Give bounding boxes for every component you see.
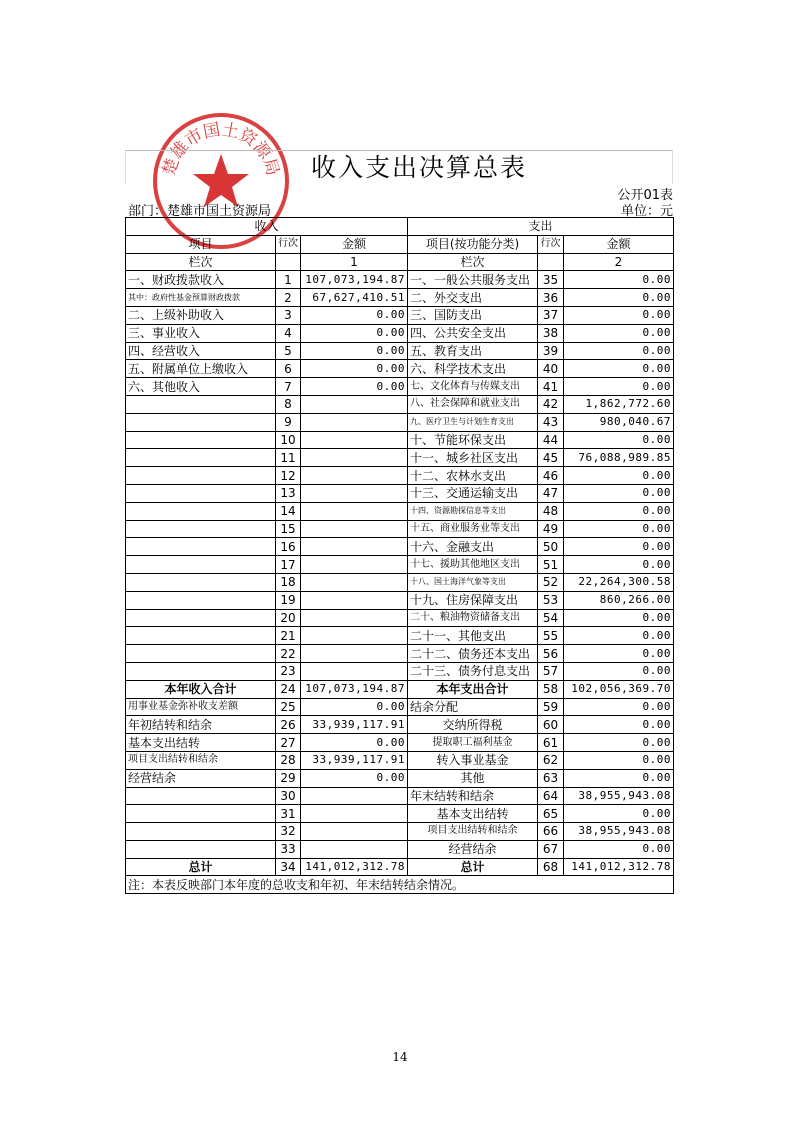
expense-line-no: 42 (538, 395, 564, 413)
expense-amount: 0.00 (564, 840, 674, 858)
income-item: 一、财政拨款收入 (126, 271, 276, 289)
expense-line-no: 37 (538, 306, 564, 324)
seal-text: 楚雄市国土资源局 (159, 119, 283, 179)
expense-amount: 38,955,943.08 (564, 787, 674, 805)
expense-item: 九、医疗卫生与计划生育支出 (408, 413, 538, 431)
income-amount: 0.00 (301, 306, 408, 324)
income-line-no: 8 (276, 395, 301, 413)
expense-item: 二十一、其他支出 (408, 627, 538, 645)
column-order-2: 2 (564, 253, 674, 271)
expense-line-no: 58 (538, 680, 564, 698)
income-line-no: 33 (276, 840, 301, 858)
expense-item: 其他 (408, 769, 538, 787)
expense-line-no: 38 (538, 324, 564, 342)
department-label: 部门：楚雄市国土资源局 (128, 204, 272, 219)
income-amount (301, 591, 408, 609)
income-line-no: 5 (276, 342, 301, 360)
expense-line-no: 68 (538, 858, 564, 876)
expense-line-no: 56 (538, 645, 564, 663)
expense-amount: 860,266.00 (564, 591, 674, 609)
table-row (126, 573, 674, 591)
expense-amount: 0.00 (564, 698, 674, 716)
expense-amount: 0.00 (564, 324, 674, 342)
table-row (126, 787, 674, 805)
expense-line-no: 65 (538, 805, 564, 823)
expense-amount: 141,012,312.78 (564, 858, 674, 876)
expense-item: 二十三、债务付息支出 (408, 662, 538, 680)
form-code: 公开01表 (617, 188, 673, 203)
col-amount: 金额 (564, 235, 674, 253)
income-line-no: 9 (276, 413, 301, 431)
income-amount (301, 520, 408, 538)
income-item (126, 484, 276, 502)
expense-amount: 0.00 (564, 538, 674, 556)
income-amount: 141,012,312.78 (301, 858, 408, 876)
table-row (126, 538, 674, 556)
expense-amount: 0.00 (564, 645, 674, 663)
income-amount: 0.00 (301, 769, 408, 787)
table-row (126, 751, 674, 769)
expense-line-no: 62 (538, 751, 564, 769)
table-row (126, 306, 674, 324)
income-amount (301, 787, 408, 805)
expense-line-no: 51 (538, 556, 564, 574)
income-expense-table (125, 217, 674, 894)
expense-item: 十六、金融支出 (408, 538, 538, 556)
income-item: 总计 (126, 858, 276, 876)
expense-line-no: 63 (538, 769, 564, 787)
income-item (126, 805, 276, 823)
column-order-1: 1 (301, 253, 408, 271)
expense-line-no: 36 (538, 289, 564, 307)
income-amount (301, 484, 408, 502)
expense-item: 十五、商业服务业等支出 (408, 520, 538, 538)
expense-item: 六、科学技术支出 (408, 360, 538, 378)
income-amount: 0.00 (301, 734, 408, 752)
income-item (126, 627, 276, 645)
income-amount (301, 413, 408, 431)
expense-amount: 0.00 (564, 769, 674, 787)
expense-line-no: 43 (538, 413, 564, 431)
table-row (126, 449, 674, 467)
expense-item: 十四、资源勘探信息等支出 (408, 502, 538, 520)
income-line-no: 22 (276, 645, 301, 663)
expense-amount: 102,056,369.70 (564, 680, 674, 698)
expense-item: 十九、住房保障支出 (408, 591, 538, 609)
income-amount (301, 627, 408, 645)
expense-amount: 0.00 (564, 805, 674, 823)
table-row (126, 502, 674, 520)
expense-amount: 0.00 (564, 751, 674, 769)
income-line-no: 2 (276, 289, 301, 307)
column-order-label: 栏次 (408, 253, 538, 271)
table-row (126, 734, 674, 752)
expense-line-no: 67 (538, 840, 564, 858)
table-note: 注：本表反映部门本年度的总收支和年初、年末结转结余情况。 (126, 876, 674, 894)
expense-line-no: 54 (538, 609, 564, 627)
expense-amount: 22,264,300.58 (564, 573, 674, 591)
income-line-no: 19 (276, 591, 301, 609)
income-line-no: 7 (276, 378, 301, 396)
income-line-no: 6 (276, 360, 301, 378)
income-line-no: 16 (276, 538, 301, 556)
income-line-no: 10 (276, 431, 301, 449)
expense-amount: 0.00 (564, 627, 674, 645)
income-line-no: 27 (276, 734, 301, 752)
income-item (126, 787, 276, 805)
income-amount (301, 556, 408, 574)
unit-label: 单位：元 (620, 204, 673, 219)
table-row (126, 413, 674, 431)
expense-item: 结余分配 (408, 698, 538, 716)
income-amount: 67,627,410.51 (301, 289, 408, 307)
table-group-header (126, 218, 674, 236)
income-line-no: 29 (276, 769, 301, 787)
expense-line-no: 61 (538, 734, 564, 752)
income-amount (301, 538, 408, 556)
table-row (126, 556, 674, 574)
income-item: 四、经营收入 (126, 342, 276, 360)
col-item-by-function: 项目(按功能分类) (408, 235, 538, 253)
expense-line-no: 47 (538, 484, 564, 502)
income-item: 用事业基金弥补收支差额 (126, 698, 276, 716)
income-amount: 0.00 (301, 360, 408, 378)
expense-amount: 0.00 (564, 662, 674, 680)
table-row (126, 520, 674, 538)
income-item (126, 645, 276, 663)
expense-item: 二、外交支出 (408, 289, 538, 307)
income-item: 五、附属单位上缴收入 (126, 360, 276, 378)
expense-item: 十三、交通运输支出 (408, 484, 538, 502)
table-row (126, 342, 674, 360)
expense-amount: 0.00 (564, 467, 674, 485)
table-row (126, 858, 674, 876)
table-row (126, 484, 674, 502)
table-row (126, 271, 674, 289)
table-row (126, 431, 674, 449)
expense-line-no: 59 (538, 698, 564, 716)
expense-line-no: 45 (538, 449, 564, 467)
table-row (126, 591, 674, 609)
expense-amount: 0.00 (564, 431, 674, 449)
income-line-no: 15 (276, 520, 301, 538)
income-line-no: 20 (276, 609, 301, 627)
income-item (126, 395, 276, 413)
income-item (126, 449, 276, 467)
income-amount: 0.00 (301, 342, 408, 360)
income-amount (301, 502, 408, 520)
table-note-row (126, 876, 674, 894)
expense-header: 支出 (408, 218, 674, 236)
income-amount (301, 645, 408, 663)
income-item: 年初结转和结余 (126, 716, 276, 734)
income-item (126, 467, 276, 485)
expense-amount: 0.00 (564, 378, 674, 396)
expense-item: 转入事业基金 (408, 751, 538, 769)
expense-line-no: 46 (538, 467, 564, 485)
income-line-no: 24 (276, 680, 301, 698)
expense-line-no: 64 (538, 787, 564, 805)
income-item: 基本支出结转 (126, 734, 276, 752)
income-line-no: 31 (276, 805, 301, 823)
expense-item: 八、社会保障和就业支出 (408, 395, 538, 413)
expense-item: 三、国防支出 (408, 306, 538, 324)
expense-item: 本年支出合计 (408, 680, 538, 698)
income-amount: 0.00 (301, 378, 408, 396)
expense-amount: 0.00 (564, 502, 674, 520)
col-amount: 金额 (301, 235, 408, 253)
expense-amount: 76,088,989.85 (564, 449, 674, 467)
expense-amount: 0.00 (564, 520, 674, 538)
expense-line-no: 39 (538, 342, 564, 360)
table-row (126, 769, 674, 787)
table-row (126, 324, 674, 342)
income-item: 项目支出结转和结余 (126, 751, 276, 769)
income-item (126, 538, 276, 556)
expense-amount: 38,955,943.08 (564, 823, 674, 841)
expense-item: 十八、国土海洋气象等支出 (408, 573, 538, 591)
table-row (126, 609, 674, 627)
table-row (126, 716, 674, 734)
expense-line-no: 41 (538, 378, 564, 396)
expense-item: 十七、援助其他地区支出 (408, 556, 538, 574)
table-row (126, 378, 674, 396)
table-row (126, 662, 674, 680)
income-amount: 107,073,194.87 (301, 680, 408, 698)
income-amount (301, 449, 408, 467)
table-row (126, 680, 674, 698)
expense-amount: 0.00 (564, 734, 674, 752)
income-line-no: 28 (276, 751, 301, 769)
income-line-no: 18 (276, 573, 301, 591)
income-item (126, 573, 276, 591)
income-line-no: 4 (276, 324, 301, 342)
expense-item: 提取职工福利基金 (408, 734, 538, 752)
income-item: 本年收入合计 (126, 680, 276, 698)
col-line: 行次 (276, 235, 301, 253)
expense-line-no: 53 (538, 591, 564, 609)
expense-amount: 0.00 (564, 609, 674, 627)
expense-line-no: 55 (538, 627, 564, 645)
income-header: 收入 (126, 218, 408, 236)
income-line-no: 13 (276, 484, 301, 502)
table-row (126, 698, 674, 716)
expense-amount: 0.00 (564, 289, 674, 307)
income-line-no: 26 (276, 716, 301, 734)
income-line-no: 3 (276, 306, 301, 324)
table-column-order (126, 253, 674, 271)
col-item: 项目 (126, 235, 276, 253)
expense-line-no: 52 (538, 573, 564, 591)
table-row (126, 360, 674, 378)
income-item: 三、事业收入 (126, 324, 276, 342)
income-item: 二、上级补助收入 (126, 306, 276, 324)
income-amount (301, 805, 408, 823)
expense-item: 交纳所得税 (408, 716, 538, 734)
income-amount (301, 662, 408, 680)
income-item (126, 502, 276, 520)
income-line-no: 34 (276, 858, 301, 876)
income-amount: 33,939,117.91 (301, 716, 408, 734)
table-column-header (126, 235, 674, 253)
expense-item: 四、公共安全支出 (408, 324, 538, 342)
income-line-no: 21 (276, 627, 301, 645)
expense-line-no: 57 (538, 662, 564, 680)
income-item (126, 840, 276, 858)
income-amount (301, 609, 408, 627)
page-number: 14 (392, 1050, 408, 1064)
table-row (126, 823, 674, 841)
income-item (126, 609, 276, 627)
income-item: 其中：政府性基金预算财政拨款 (126, 289, 276, 307)
income-item (126, 591, 276, 609)
income-line-no: 11 (276, 449, 301, 467)
column-order-label: 栏次 (126, 253, 276, 271)
income-line-no: 23 (276, 662, 301, 680)
income-amount: 33,939,117.91 (301, 751, 408, 769)
income-amount: 107,073,194.87 (301, 271, 408, 289)
income-item (126, 823, 276, 841)
income-line-no: 14 (276, 502, 301, 520)
table-row (126, 467, 674, 485)
expense-amount: 0.00 (564, 484, 674, 502)
expense-item: 一、一般公共服务支出 (408, 271, 538, 289)
income-line-no: 25 (276, 698, 301, 716)
expense-item: 二十二、债务还本支出 (408, 645, 538, 663)
expense-line-no: 44 (538, 431, 564, 449)
income-item: 六、其他收入 (126, 378, 276, 396)
expense-line-no: 60 (538, 716, 564, 734)
table-row (126, 645, 674, 663)
income-amount (301, 573, 408, 591)
col-line: 行次 (538, 235, 564, 253)
income-amount (301, 431, 408, 449)
income-line-no: 1 (276, 271, 301, 289)
expense-amount: 1,862,772.60 (564, 395, 674, 413)
expense-item: 年末结转和结余 (408, 787, 538, 805)
expense-amount: 0.00 (564, 716, 674, 734)
table-row (126, 627, 674, 645)
income-line-no: 32 (276, 823, 301, 841)
document-title: 收入支出决算总表 (125, 150, 673, 184)
expense-item: 总计 (408, 858, 538, 876)
expense-item: 二十、粮油物资储备支出 (408, 609, 538, 627)
expense-item: 十二、农林水支出 (408, 467, 538, 485)
expense-item: 十一、城乡社区支出 (408, 449, 538, 467)
income-amount (301, 467, 408, 485)
expense-amount: 0.00 (564, 360, 674, 378)
income-amount (301, 823, 408, 841)
income-amount: 0.00 (301, 324, 408, 342)
expense-amount: 980,040.67 (564, 413, 674, 431)
table-row (126, 395, 674, 413)
income-item (126, 662, 276, 680)
income-line-no: 12 (276, 467, 301, 485)
income-line-no: 17 (276, 556, 301, 574)
income-item (126, 431, 276, 449)
income-item (126, 520, 276, 538)
table-row (126, 840, 674, 858)
expense-line-no: 50 (538, 538, 564, 556)
expense-amount: 0.00 (564, 306, 674, 324)
income-item (126, 556, 276, 574)
table-row (126, 289, 674, 307)
income-item (126, 413, 276, 431)
table-row (126, 805, 674, 823)
expense-amount: 0.00 (564, 342, 674, 360)
expense-item: 基本支出结转 (408, 805, 538, 823)
expense-line-no: 35 (538, 271, 564, 289)
expense-item: 经营结余 (408, 840, 538, 858)
expense-item: 项目支出结转和结余 (408, 823, 538, 841)
expense-item: 七、文化体育与传媒支出 (408, 378, 538, 396)
expense-line-no: 49 (538, 520, 564, 538)
expense-item: 五、教育支出 (408, 342, 538, 360)
expense-amount: 0.00 (564, 556, 674, 574)
expense-amount: 0.00 (564, 271, 674, 289)
expense-item: 十、节能环保支出 (408, 431, 538, 449)
expense-line-no: 40 (538, 360, 564, 378)
income-amount (301, 840, 408, 858)
income-item: 经营结余 (126, 769, 276, 787)
income-line-no: 30 (276, 787, 301, 805)
expense-line-no: 66 (538, 823, 564, 841)
expense-line-no: 48 (538, 502, 564, 520)
income-amount (301, 395, 408, 413)
income-amount: 0.00 (301, 698, 408, 716)
